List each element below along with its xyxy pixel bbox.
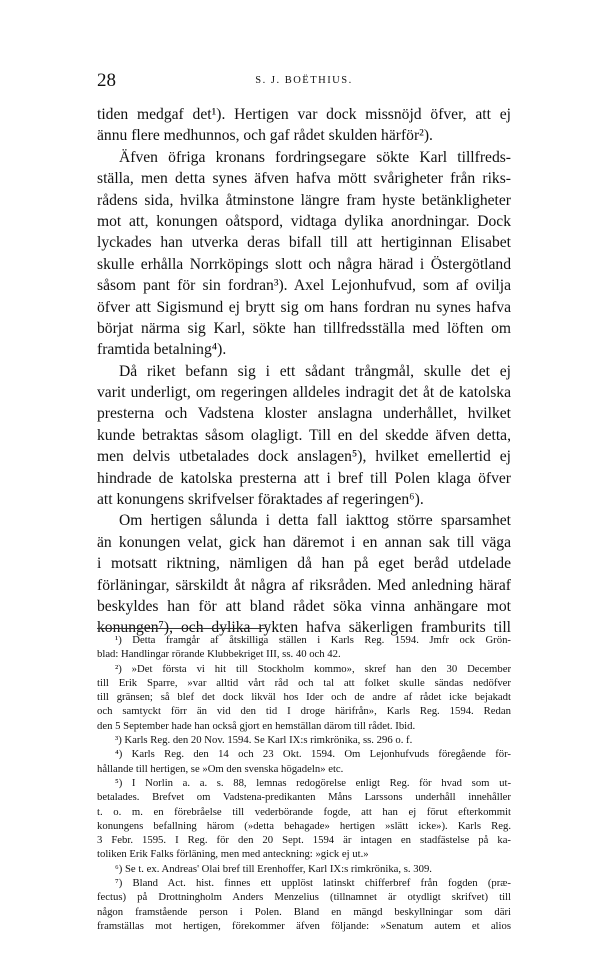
page-header — [97, 70, 511, 92]
footnote-line: framställas mot hertigen, förekommer äfven följande: »Senatum autem et alios — [97, 919, 511, 932]
body-line: börjat närma sig Karl, sökte han tillfredsställa med löften om — [97, 319, 511, 337]
body-text — [97, 104, 511, 639]
page-number: 28 — [97, 70, 116, 91]
body-line: ställa, men detta synes äfven hafva mött svårigheter från riks- — [97, 170, 511, 188]
footnote-line: ⁶) Se t. ex. Andreas' Olai bref till Erenhoffer, Karl IX:s rimkrönika, s. 309. — [115, 862, 432, 875]
body-line: konungen⁷), och dylika rykten hafva säkerligen framburits till — [97, 619, 511, 637]
body-line: beskyldes han för att bland rådet söka vinna anhängare mot — [97, 597, 511, 615]
body-line: ännu flere medhunnos, och gaf rådet skulden härför²). — [97, 127, 433, 145]
body-line: rådens sida, hvilka åtminstone längre fram hyste betänkligheter — [97, 191, 511, 209]
running-head: S. J. BOËTHIUS. — [255, 75, 353, 86]
body-line: tiden medgaf det¹). Hertigen var dock missnöjd öfver, att ej — [97, 106, 511, 123]
body-line: varit underligt, om regeringen alldeles indragit det åt de katolska — [97, 384, 511, 402]
footnote-line: ¹) Detta framgår af åtskilliga ställen i Karls Reg. 1594. Jmfr ock Grön- — [115, 634, 511, 646]
footnote-line: till gränsen; så blef det dock likväl hos Ider och de andre af rådet icke bejakadt — [97, 691, 511, 704]
body-line: förläningar, särskildt åt några af riksråden. Med anledning häraf — [97, 576, 511, 594]
footnote-line: ³) Karls Reg. den 20 Nov. 1594. Se Karl IX:s rimkrönika, ss. 296 o. f. — [115, 734, 413, 747]
body-line: i motsatt riktning, nämligen då han på eget beråd utdelade — [97, 555, 511, 573]
footnote-line: toliken Erik Falks förläning, men med anteckning: »gick ej ut.» — [97, 848, 369, 861]
footnote-line: någon framstående person i Polen. Bland en mängd beskyllningar som däri — [97, 905, 511, 918]
footnote-line: blad: Handlingar rörande Klubbekriget III, ss. 40 och 42. — [97, 648, 341, 661]
footnote-line: ⁷) Bland Act. hist. finnes ett upplöst latinskt chifferbref från fogden (præ- — [115, 877, 511, 890]
footnote-line: t. o. m. en förebråelse till vederbörande fogde, att han ej förut efterkommit — [97, 805, 511, 818]
footnote-line: den 5 September hade han också gjort en hemställan därom till rådet. Ibid. — [97, 719, 416, 732]
body-line: mot att, konungen oåtspord, vidtaga dylika anordningar. Dock — [97, 212, 511, 230]
footnote-line: konungens befallning härom (»detta behagade» hertigen »slätt icke»). Karls Reg. — [97, 819, 511, 832]
footnote-line: och samtyckt förr än vid den tid I droge härifrån», Karls Reg. 1594. Redan — [97, 705, 511, 718]
footnote-line: betalades. Brefvet om Vadstena-predikanten Måns Larssons underhåll innehåller — [97, 791, 511, 804]
body-line: men delvis utbetalades dock anslagen⁵), hvilket emellertid ej — [97, 448, 511, 466]
body-line: lyckades han utverka deras bifall till att hertiginnan Elisabet — [97, 234, 511, 252]
footnote-line: till Erik Sparre, »var alltid vårt råd och tal att folket skulle sändas nedöfver — [97, 676, 511, 689]
footnotes — [97, 633, 511, 933]
body-line: framtida betalning⁴). — [97, 341, 227, 359]
body-line: Äfven öfriga kronans fordringsegare sökte Karl tillfreds- — [119, 148, 511, 166]
body-line: Om hertigen sålunda i detta fall iakttog större sparsamhet — [119, 512, 511, 530]
body-line: skulle erhålla Norrköpings slott och några härad i Östergötland — [97, 255, 511, 273]
body-line: än konungen velat, gick han däremot i en annan sak till väga — [97, 533, 511, 551]
footnote-line: fectus) på Drottningholm Anders Menzelius (tillnamnet är otydligt skrifvet) till — [97, 891, 511, 904]
footnote-line: ²) »Det första vi hit till Stockholm kommo», skref han den 30 December — [115, 662, 511, 675]
body-line: Då riket befann sig i ett sådant trångmål, skulle det ej — [119, 362, 511, 380]
body-line: kunde betraktas såsom olagligt. Till en del skedde äfven detta, — [97, 426, 511, 444]
body-line: presterna och Vadstena kloster anslagna underhållet, hvilket — [97, 405, 511, 423]
body-line: att konungens skrifvelser föraktades af regeringen⁶). — [97, 491, 424, 509]
footnote-line: ⁴) Karls Reg. den 14 och 23 Okt. 1594. Om Lejonhufvuds föregående för- — [115, 748, 511, 761]
body-line: hindrade de katolska presterna att i bref till Polen klaga öfver — [97, 469, 511, 487]
footnote-line: ⁵) I Norlin a. a. s. 88, lemnas redogörelse enligt Reg. för hvad som ut- — [115, 776, 511, 789]
footnote-line: 3 Febr. 1595. I Reg. för den 20 Sept. 1594 är intagen en stadfästelse på ka- — [97, 834, 511, 847]
body-line: såsom pant för sin fordran³). Axel Lejonhufvud, som af ovilja — [97, 277, 511, 295]
footnote-divider — [97, 628, 265, 629]
footnote-line: hållande till hertigen, se »Om den svenska högadeln» etc. — [97, 762, 344, 775]
body-line: öfver att Sigismund ej brytt sig om hans fordran nu synes hafva — [97, 298, 511, 316]
